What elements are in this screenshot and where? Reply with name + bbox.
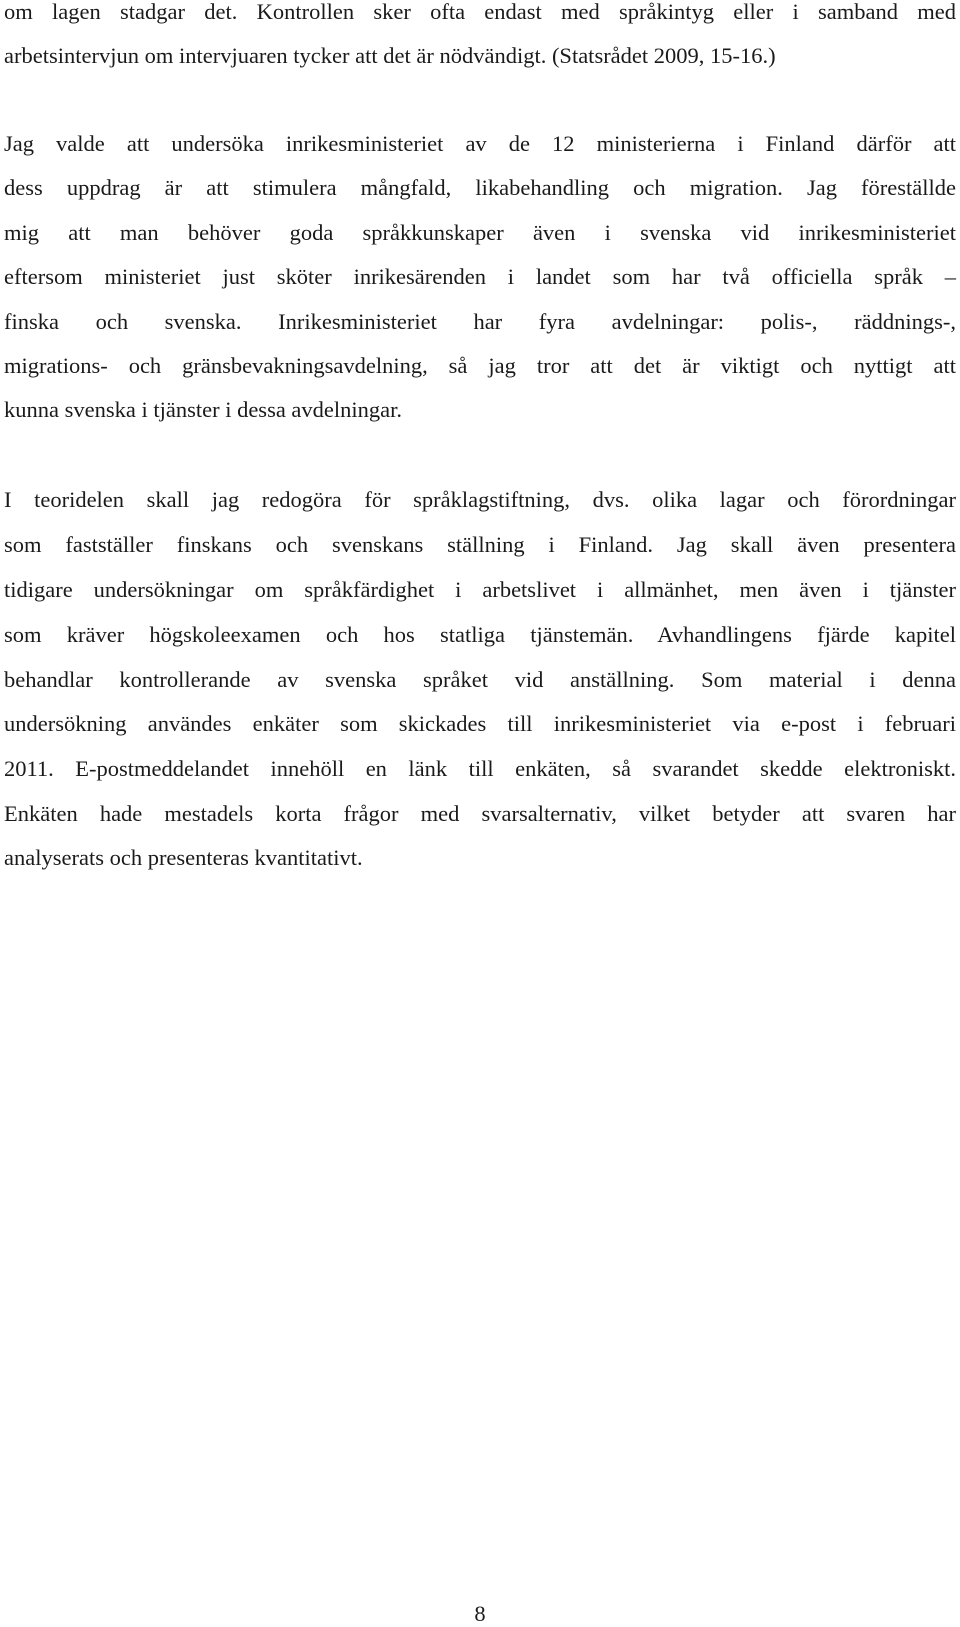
text-line: migrations- och gränsbevakningsavdelning, så jag tror att det är viktigt och nyttigt att (4, 353, 956, 378)
text-line: undersökning användes enkäter som skickades till inrikesministeriet via e-post i februari (4, 711, 956, 736)
text-line: om lagen stadgar det. Kontrollen sker ofta endast med språkintyg eller i samband med (4, 0, 956, 24)
text-line: I teoridelen skall jag redogöra för språklagstiftning, dvs. olika lagar och förordningar (4, 487, 956, 512)
page-number: 8 (474, 1601, 486, 1626)
text-line: dess uppdrag är att stimulera mångfald, likabehandling och migration. Jag föreställde (4, 175, 956, 200)
text-line: eftersom ministeriet just sköter inrikesärenden i landet som har två officiella språk – (4, 264, 956, 289)
text-line: finska och svenska. Inrikesministeriet har fyra avdelningar: polis-, räddnings-, (4, 309, 956, 334)
text-line: som fastställer finskans och svenskans ställning i Finland. Jag skall även presentera (4, 532, 956, 557)
text-line: behandlar kontrollerande av svenska språket vid anställning. Som material i denna (4, 667, 956, 692)
text-line: 2011. E-postmeddelandet innehöll en länk till enkäten, så svarandet skedde elektroniskt. (4, 756, 956, 781)
text-line: Enkäten hade mestadels korta frågor med svarsalternativ, vilket betyder att svaren har (4, 801, 956, 826)
text-line: analyserats och presenteras kvantitativt. (4, 845, 363, 870)
text-line: tidigare undersökningar om språkfärdighet i arbetslivet i allmänhet, men även i tjänster (4, 577, 956, 602)
text-line: arbetsintervjun om intervjuaren tycker att det är nödvändigt. (Statsrådet 2009, 15-16.) (4, 43, 776, 68)
text-line: som kräver högskoleexamen och hos statliga tjänstemän. Avhandlingens fjärde kapitel (4, 622, 956, 647)
text-line: kunna svenska i tjänster i dessa avdelningar. (4, 397, 403, 422)
text-line: Jag valde att undersöka inrikesministeriet av de 12 ministerierna i Finland därför att (4, 131, 956, 156)
text-line: mig att man behöver goda språkkunskaper även i svenska vid inrikesministeriet (4, 220, 956, 245)
